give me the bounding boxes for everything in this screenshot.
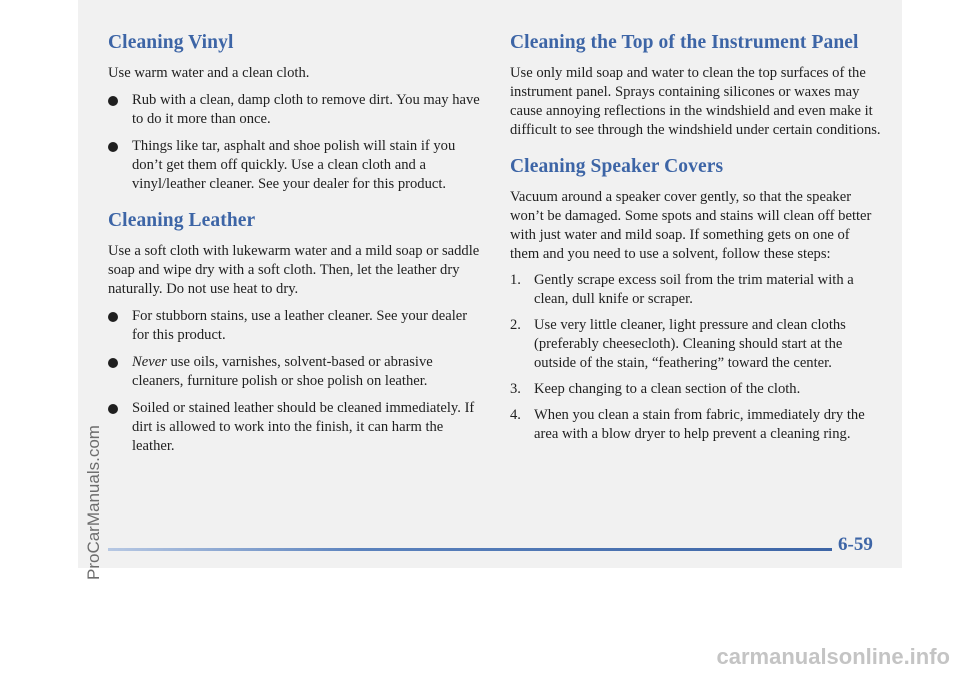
bullet-text: use oils, varnishes, solvent-based or abrasive cleaners, furniture polish or shoe polish on leather. (132, 354, 433, 389)
footer-rule (108, 548, 832, 551)
step-number: 3. (510, 381, 521, 397)
instrument-panel-body: Use only mild soap and water to clean the top surfaces of the instrument panel. Sprays containing silicones or waxes may cause annoying reflections in the windshield and even make it difficult to see through the windshield under certain conditions. (510, 65, 881, 138)
page-number: 6-59 (838, 534, 873, 555)
list-item (108, 399, 480, 456)
list-item (108, 137, 480, 194)
leather-intro: Use a soft cloth with lukewarm water and a mild soap or saddle soap and wipe dry with a soft cloth. Then, let the leather dry naturally. Do not use heat to dry. (108, 243, 480, 297)
step-text: Keep changing to a clean section of the cloth. (534, 381, 801, 397)
bullet-text: Soiled or stained leather should be cleaned immediately. If dirt is allowed to work into the finish, it can harm the leather. (132, 400, 475, 454)
vinyl-intro: Use warm water and a clean cloth. (108, 65, 310, 81)
bullet-icon (108, 312, 118, 322)
list-item (510, 271, 882, 309)
speaker-covers-body: Vacuum around a speaker cover gently, so that the speaker won’t be damaged. Some spots and stains will clean off better with just water and mild soap. If something gets on one of them and you need to use a solvent, follow these steps: (510, 189, 872, 262)
list-item (510, 406, 882, 444)
bullet-text: Things like tar, asphalt and shoe polish will stain if you don’t get them off quickly. Use a clean cloth and a vinyl/leather cleaner. See your dealer for this product. (132, 138, 456, 192)
left-column (108, 30, 480, 456)
bottom-watermark: carmanualsonline.info (716, 644, 950, 669)
speaker-steps-list (510, 271, 882, 444)
heading-cleaning-vinyl: Cleaning Vinyl (108, 32, 234, 53)
bullet-icon (108, 96, 118, 106)
list-item (510, 316, 882, 373)
bullet-text: For stubborn stains, use a leather cleaner. See your dealer for this product. (132, 308, 468, 343)
step-number: 2. (510, 317, 521, 333)
vinyl-bullet-list (108, 91, 480, 194)
step-text: Use very little cleaner, light pressure and clean cloths (preferably cheesecloth). Cleaning should start at the outside of the stain, “feathering” toward the center. (534, 317, 846, 371)
bullet-text: Rub with a clean, damp cloth to remove dirt. You may have to do it more than once. (132, 92, 480, 127)
heading-instrument-panel: Cleaning the Top of the Instrument Panel (510, 32, 859, 53)
heading-speaker-covers: Cleaning Speaker Covers (510, 156, 724, 177)
list-item (108, 307, 480, 345)
step-number: 1. (510, 272, 521, 288)
step-text: Gently scrape excess soil from the trim material with a clean, dull knife or scraper. (534, 272, 854, 307)
step-number: 4. (510, 407, 521, 423)
bullet-icon (108, 358, 118, 368)
right-column (510, 30, 882, 444)
list-item (510, 380, 882, 399)
list-item (108, 353, 480, 391)
step-text: When you clean a stain from fabric, immediately dry the area with a blow dryer to help prevent a cleaning ring. (534, 407, 865, 442)
bullet-icon (108, 404, 118, 414)
heading-cleaning-leather: Cleaning Leather (108, 210, 256, 231)
bullet-icon (108, 142, 118, 152)
side-watermark: ProCarManuals.com (84, 425, 103, 580)
list-item (108, 91, 480, 129)
emphasis-never: Never (132, 354, 167, 370)
leather-bullet-list (108, 307, 480, 456)
